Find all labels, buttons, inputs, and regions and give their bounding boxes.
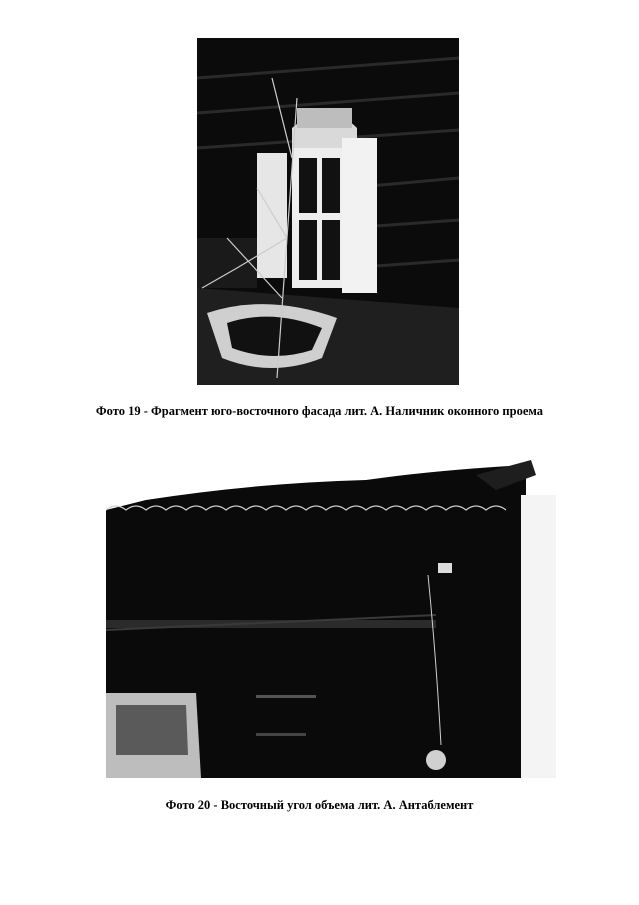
photo-19 xyxy=(197,38,459,385)
photo-20-caption: Фото 20 - Восточный угол объема лит. А. Антаблемент xyxy=(165,798,474,812)
photo-20 xyxy=(106,455,556,778)
photo-19-caption: Фото 19 - Фрагмент юго-восточного фасада лит. А. Наличник оконного проема xyxy=(95,404,544,418)
photo-19-image xyxy=(197,38,459,385)
photo-20-image xyxy=(106,455,556,778)
